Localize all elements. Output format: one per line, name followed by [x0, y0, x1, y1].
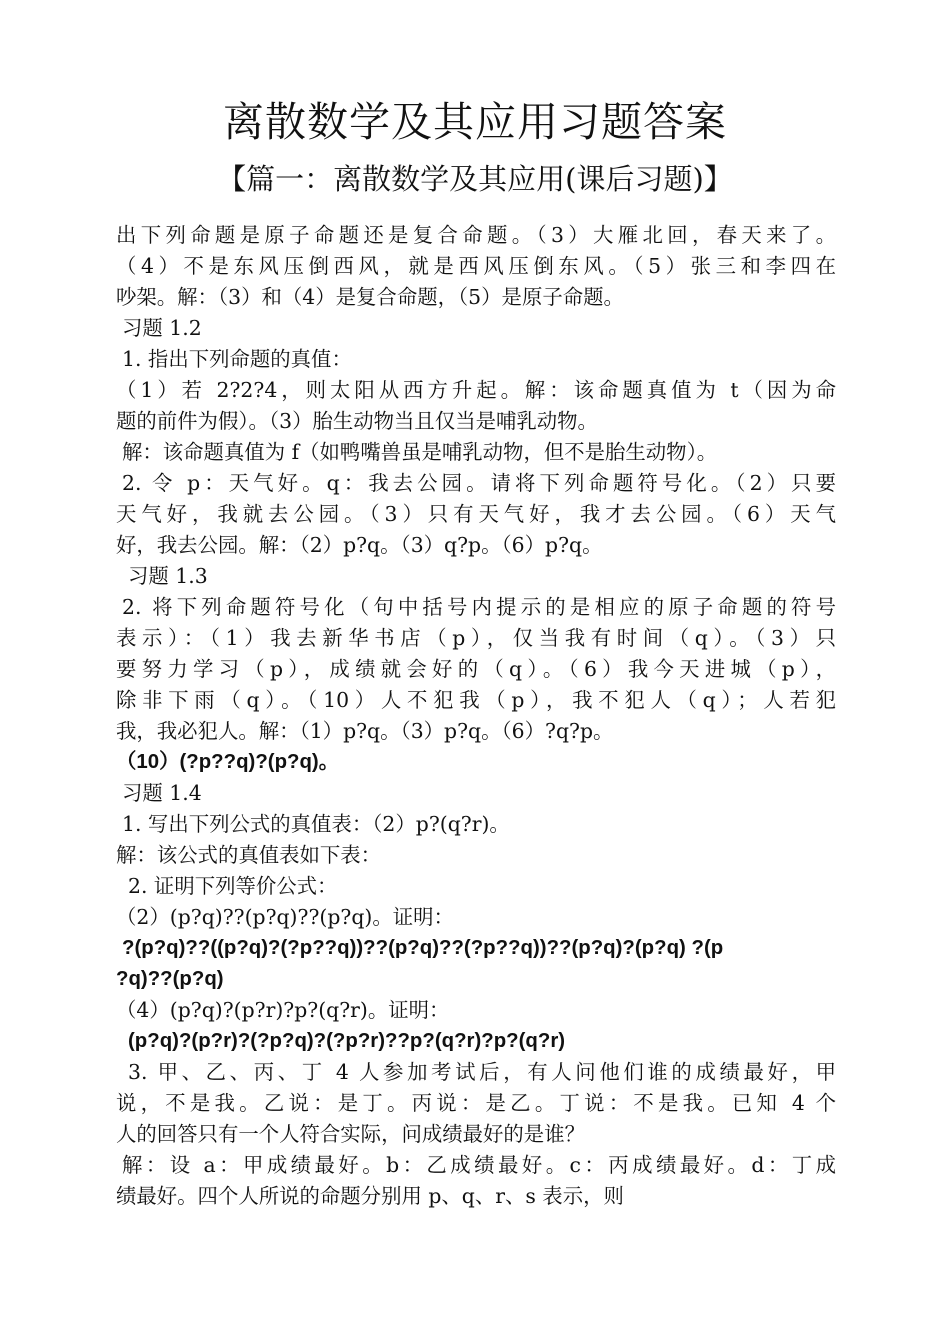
text-line: 表示）：（1）我去新华书店（p），仅当我有时间（q）。（3）只: [116, 626, 836, 650]
text-line: （4）不是东风压倒西风，就是西风压倒东风。（5）张三和李四在: [116, 254, 836, 278]
document-body: [116, 220, 836, 1212]
text-line: 绩最好。四个人所说的命题分别用 p、q、r、s 表示，则: [116, 1184, 624, 1208]
text-line: 人的回答只有一个人符合实际，问成绩最好的是谁？: [116, 1122, 585, 1146]
text-line: 3. 甲、乙、丙、丁 4 人参加考试后，有人问他们谁的成绩最好，甲: [128, 1060, 836, 1084]
text-line: （2）(p?q)??(p?q)??(p?q)。证明：: [116, 905, 454, 929]
text-line: 我，我必犯人。解：（1）p?q。（3）p?q。（6）?q?p。: [116, 719, 614, 743]
section-heading: 习题 1.3: [128, 564, 208, 588]
text-line: 解：该公式的真值表如下表：: [116, 843, 382, 867]
text-line: 说，不是我。乙说：是丁。丙说：是乙。丁说：不是我。已知 4 个: [116, 1091, 836, 1115]
section-heading: 习题 1.2: [122, 316, 202, 340]
text-line: 好，我去公园。解：（2）p?q。（3）q?p。（6）p?q。: [116, 533, 603, 557]
formula-line: ?q)??(p?q): [116, 968, 224, 990]
formula-line: ?(p?q)??((p?q)?(?p??q))??(p?q)??(?p??q))??(p?q)?(p?q) ?(p: [122, 937, 724, 959]
text-line: 出下列命题是原子命题还是复合命题。（3）大雁北回，春天来了。: [116, 223, 836, 247]
text-line: 天气好，我就去公园。（3）只有天气好，我才去公园。（6）天气: [116, 502, 836, 526]
text-line: 2. 证明下列等价公式：: [128, 874, 338, 898]
text-line: 要努力学习（p），成绩就会好的（q）。（6）我今天进城（p），: [116, 657, 836, 681]
formula-line: (p?q)?(p?r)?(?p?q)?(?p?r)??p?(q?r)?p?(q?r): [128, 1030, 566, 1052]
text-line: （4）(p?q)?(p?r)?p?(q?r)。证明：: [116, 998, 450, 1022]
text-line: 题的前件为假）。（3）胎生动物当且仅当是哺乳动物。: [116, 409, 598, 433]
text-line: 除非下雨（q）。（10）人不犯我（p），我不犯人（q）；人若犯: [116, 688, 836, 712]
text-line: 1. 写出下列公式的真值表：（2）p?(q?r)。: [122, 812, 510, 836]
text-line: 2. 令 p：天气好。q：我去公园。请将下列命题符号化。（2）只要: [122, 471, 836, 495]
document-subtitle: 【篇一：离散数学及其应用(课后习题)】: [217, 162, 733, 196]
text-line: 解：该命题真值为 f（如鸭嘴兽虽是哺乳动物，但不是胎生动物）。: [122, 440, 718, 464]
text-line: （1）若 2?2?4，则太阳从西方升起。解：该命题真值为 t（因为命: [116, 378, 836, 402]
document-title: 离散数学及其应用习题答案: [223, 98, 727, 146]
formula-line: （10）(?p??q)?(p?q)。: [116, 751, 340, 773]
text-line: 解：设 a：甲成绩最好。b：乙成绩最好。c：丙成绩最好。d：丁成: [122, 1153, 836, 1177]
text-line: 2. 将下列命题符号化（句中括号内提示的是相应的原子命题的符号: [122, 595, 836, 619]
text-line: 1. 指出下列命题的真值：: [122, 347, 352, 371]
text-line: 吵架。解：（3）和（4）是复合命题，（5）是原子命题。: [116, 285, 624, 309]
section-heading: 习题 1.4: [122, 781, 202, 805]
